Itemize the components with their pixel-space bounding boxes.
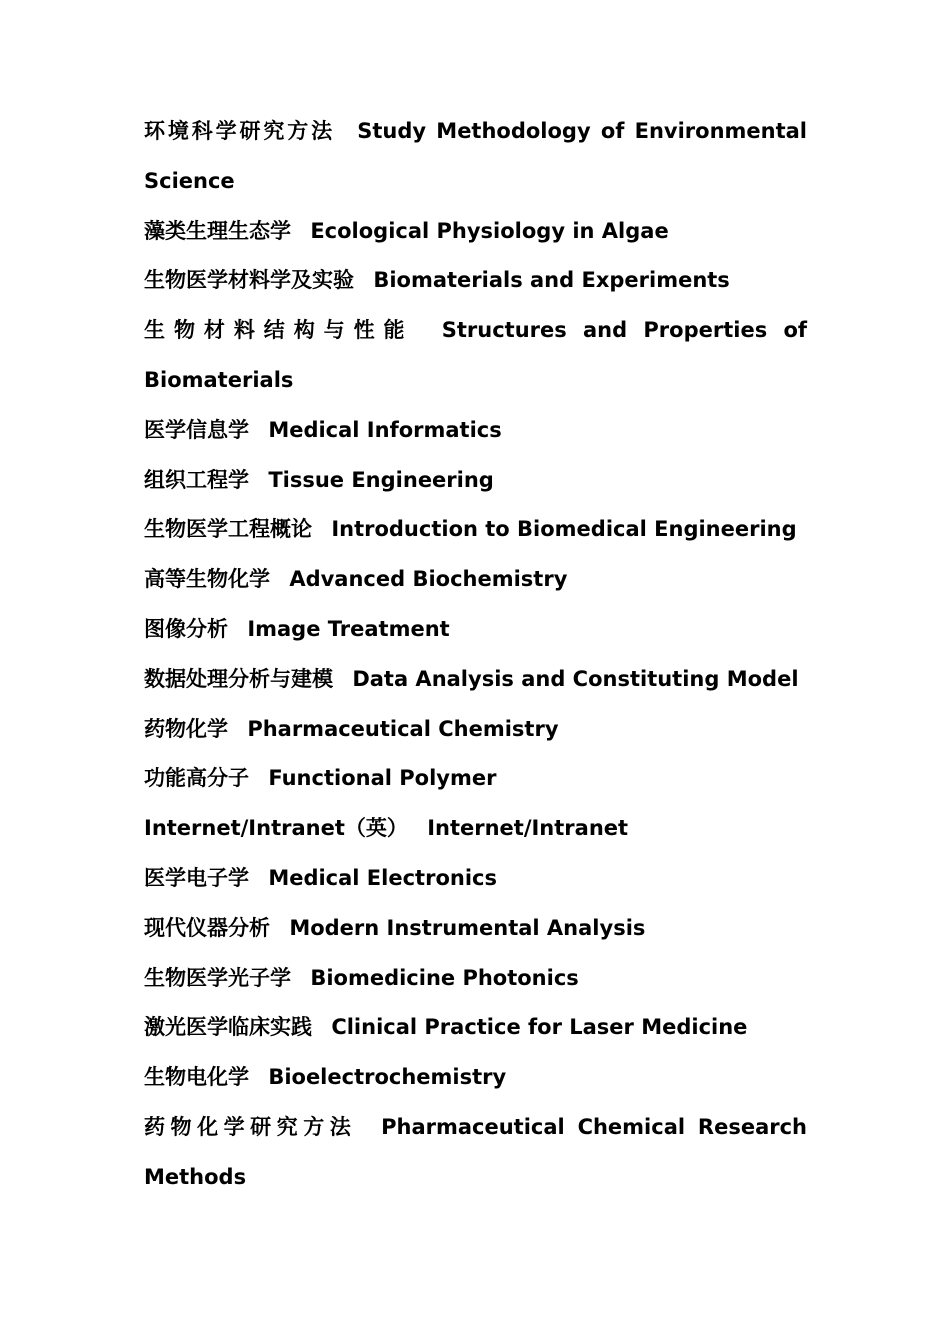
course-name-chinese: 生物医学光子学 <box>144 965 291 990</box>
course-name-chinese: 生物材料结构与性能 <box>144 318 414 343</box>
course-entry <box>144 306 807 406</box>
course-entry <box>144 256 807 306</box>
course-entry <box>144 705 807 755</box>
course-name-chinese: 生物电化学 <box>144 1065 249 1090</box>
course-entry <box>144 1053 807 1103</box>
course-entry <box>144 904 807 954</box>
course-name-chinese: 图像分析 <box>144 616 228 641</box>
course-name-english: Biomedicine Photonics <box>310 965 579 990</box>
course-name-chinese: 组织工程学 <box>144 467 249 492</box>
course-entry <box>144 107 807 207</box>
course-name-chinese: 功能高分子 <box>144 766 249 791</box>
course-entry <box>144 854 807 904</box>
course-entry <box>144 207 807 257</box>
document-page <box>144 107 807 1203</box>
course-name-english: Clinical Practice for Laser Medicine <box>331 1015 748 1040</box>
course-name-english: Medical Informatics <box>268 417 502 442</box>
course-name-chinese: 生物医学材料学及实验 <box>144 268 354 293</box>
course-name-chinese: 激光医学临床实践 <box>144 1015 312 1040</box>
course-name-english: Medical Electronics <box>268 865 497 890</box>
course-name-english: Study Methodology of Environmental Science <box>144 119 808 193</box>
course-name-chinese: 现代仪器分析 <box>144 915 270 940</box>
course-entry <box>144 605 807 655</box>
course-entry <box>144 655 807 705</box>
course-name-chinese: 生物医学工程概论 <box>144 517 312 542</box>
course-name-english: Functional Polymer <box>268 766 497 791</box>
course-name-english: Ecological Physiology in Algae <box>310 218 669 243</box>
course-entry <box>144 1103 807 1203</box>
course-entry <box>144 555 807 605</box>
course-name-english: Tissue Engineering <box>268 467 494 492</box>
course-name-english: Bioelectrochemistry <box>268 1065 507 1090</box>
course-name-english: Advanced Biochemistry <box>289 567 568 592</box>
course-name-chinese: 药物化学研究方法 <box>144 1114 357 1139</box>
course-name-english: Modern Instrumental Analysis <box>289 915 646 940</box>
course-name-chinese: Internet/Intranet（英） <box>144 816 408 841</box>
course-name-english: Pharmaceutical Chemistry <box>247 716 559 741</box>
course-name-chinese: 高等生物化学 <box>144 567 270 592</box>
course-name-english: Pharmaceutical Chemical Research Methods <box>144 1114 807 1189</box>
course-entry <box>144 954 807 1004</box>
course-entry <box>144 1003 807 1053</box>
course-name-english: Internet/Intranet <box>427 816 629 841</box>
course-name-english: Image Treatment <box>247 616 450 641</box>
course-name-english: Introduction to Biomedical Engineering <box>331 517 797 542</box>
course-name-english: Structures and Properties of Biomaterials <box>144 318 808 392</box>
course-entry <box>144 456 807 506</box>
course-name-chinese: 藻类生理生态学 <box>144 218 291 243</box>
course-list <box>144 107 807 1203</box>
course-name-chinese: 药物化学 <box>144 716 228 741</box>
course-name-chinese: 医学电子学 <box>144 865 249 890</box>
course-entry <box>144 505 807 555</box>
course-name-english: Data Analysis and Constituting Model <box>352 666 799 691</box>
course-name-chinese: 环境科学研究方法 <box>144 119 336 143</box>
course-entry <box>144 754 807 804</box>
course-entry <box>144 406 807 456</box>
course-entry <box>144 804 807 854</box>
course-name-english: Biomaterials and Experiments <box>373 268 730 293</box>
course-name-chinese: 数据处理分析与建模 <box>144 666 333 691</box>
course-name-chinese: 医学信息学 <box>144 417 249 442</box>
